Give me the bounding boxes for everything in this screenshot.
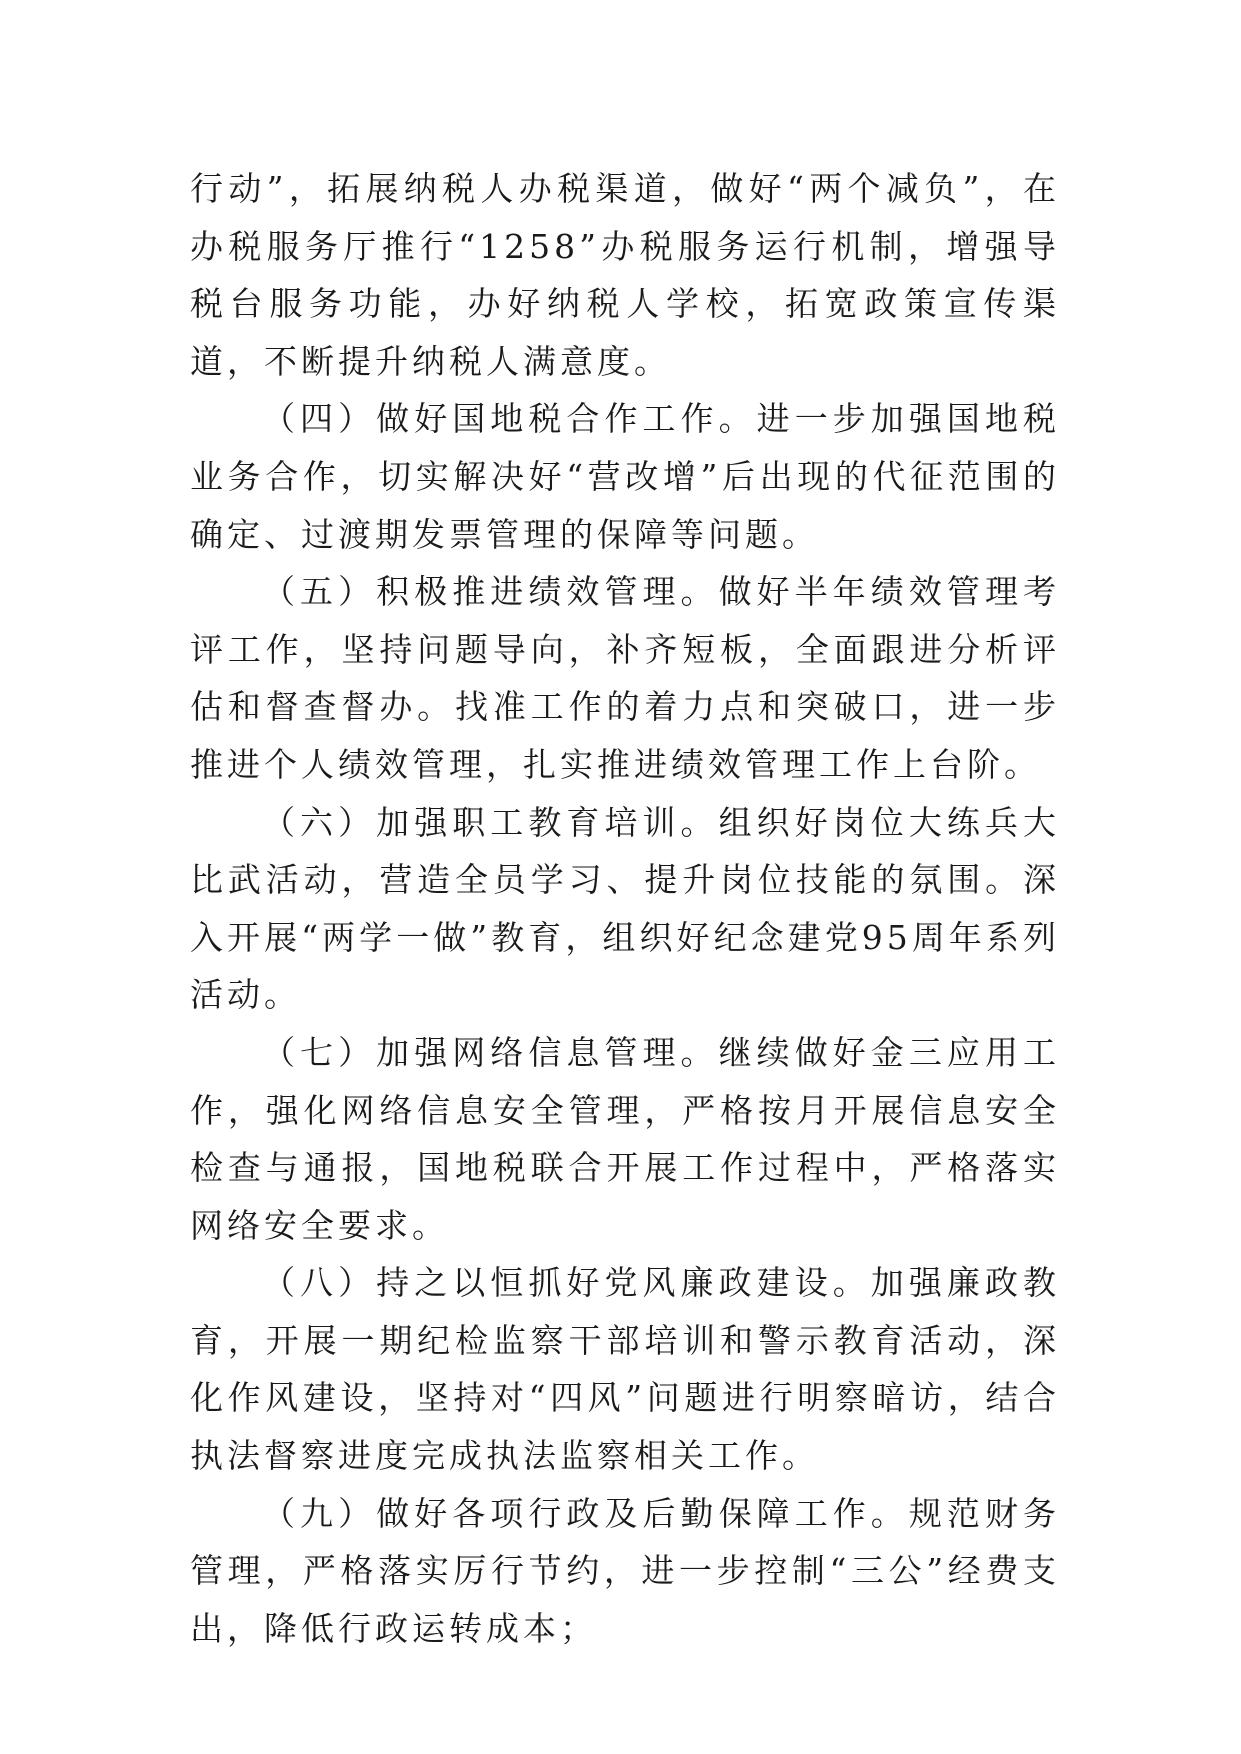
paragraph-section-5: （五）积极推进绩效管理。做好半年绩效管理考评工作，坚持问题导向，补齐短板，全面跟进分析评估和督查督办。找准工作的着力点和突破口，进一步推进个人绩效管理，扎实推进绩效管理工作上台阶。: [190, 572, 1060, 784]
paragraph-continuation: 行动”，拓展纳税人办税渠道，做好“两个减负”，在办税服务厅推行“1258”办税服务运行机制，增强导税台服务功能，办好纳税人学校，拓宽政策宣传渠道，不断提升纳税人满意度。: [190, 169, 1060, 381]
paragraph-section-7: （七）加强网络信息管理。继续做好金三应用工作，强化网络信息安全管理，严格按月开展信息安全检查与通报，国地税联合开展工作过程中，严格落实网络安全要求。: [190, 1032, 1060, 1245]
document-body: [190, 160, 1060, 1657]
paragraph-section-6: （六）加强职工教育培训。组织好岗位大练兵大比武活动，营造全员学习、提升岗位技能的氛围。深入开展“两学一做”教育，组织好纪念建党95周年系列活动。: [190, 802, 1060, 1015]
paragraph-section-8: （八）持之以恒抓好党风廉政建设。加强廉政教育，开展一期纪检监察干部培训和警示教育活动，深化作风建设，坚持对“四风”问题进行明察暗访，结合执法督察进度完成执法监察相关工作。: [190, 1263, 1060, 1476]
paragraph-section-9: （九）做好各项行政及后勤保障工作。规范财务管理，严格落实厉行节约，进一步控制“三公”经费支出，降低行政运转成本；: [190, 1493, 1060, 1648]
paragraph-section-4: （四）做好国地税合作工作。进一步加强国地税业务合作，切实解决好“营改增”后出现的代征范围的确定、过渡期发票管理的保障等问题。: [190, 399, 1060, 554]
